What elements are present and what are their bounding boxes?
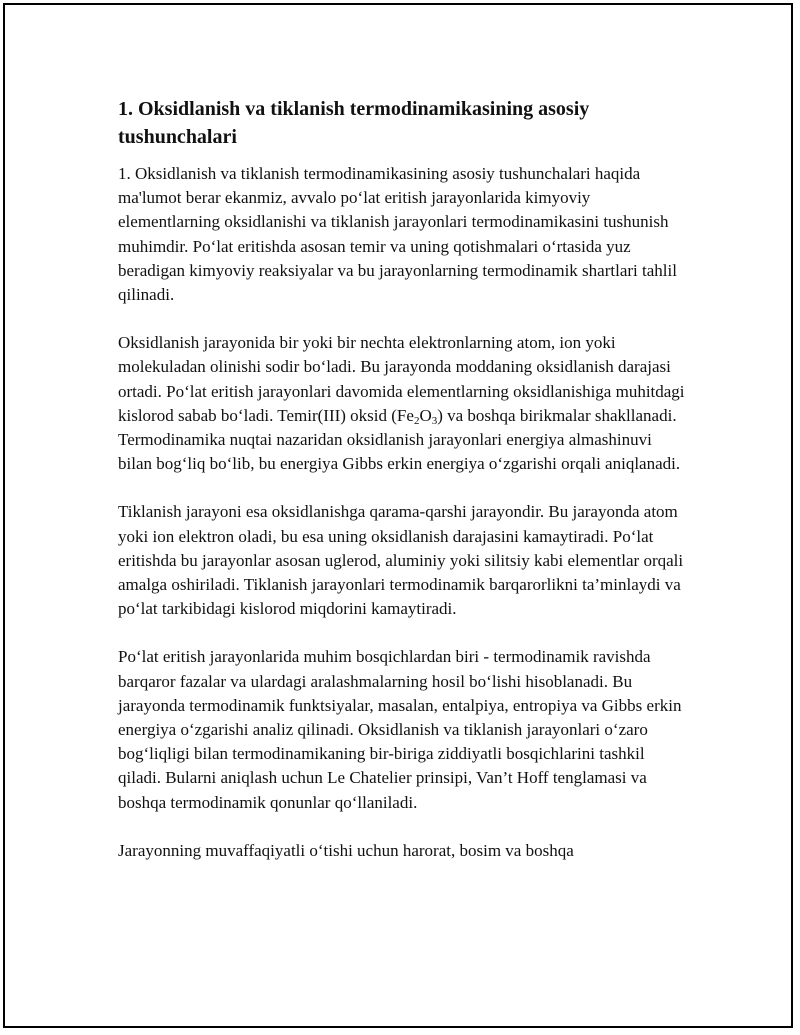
paragraph-intro: 1. Oksidlanish va tiklanish termodinamikasining asosiy tushunchalari haqida ma'lumot berar ekanmiz, avvalo po‘lat eritish jarayonlarida kimyoviy elementlarning oksidlanishi va tiklanish jarayonlari termodinamikasini tushunish muhimdir. Po‘lat eritishda asosan temir va uning qotishmalari o‘rtasida yuz beradigan kimyoviy reaksiyalar va bu jarayonlarning termodinamik shartlari tahlil qilinadi. — [118, 164, 677, 305]
oxidation-text-start: Oksidlanish jarayonida bir yoki bir nechta elektronlarning atom, ion yoki molekuladan olinishi sodir bo‘ladi. Bu jarayonda moddaning oksidlanish darajasi ortadi. Po‘lat eritish jarayonlari davomida elementlarning oksidlanishiga muhitdagi kislorod sabab bo‘ladi. Temir(III) oksid (Fe — [118, 333, 685, 425]
paragraph-reduction: Tiklanish jarayoni esa oksidlanishga qarama-qarshi jarayondir. Bu jarayonda atom yoki ion elektron oladi, bu esa uning oksidlanish darajasini kamaytiradi. Po‘lat eritishda bu jarayonlar asosan uglerod, aluminiy yoki silitsiy kabi elementlar orqali amalga oshiriladi. Tiklanish jarayonlari termodinamik barqarorlikni ta’minlaydi va po‘lat tarkibidagi kislorod miqdorini kamaytiradi. — [118, 502, 684, 619]
paragraph-oxidation — [118, 331, 688, 476]
section-heading: 1. Oksidlanish va tiklanish termodinamikasining asosiy tushunchalari — [118, 98, 590, 148]
subscript-3: 3 — [431, 414, 438, 427]
subscript-2: 2 — [413, 414, 420, 427]
paragraph-conditions: Jarayonning muvaffaqiyatli o‘tishi uchun harorat, bosim va boshqa — [118, 840, 574, 860]
oxidation-text-end: ) va boshqa birikmalar shakllanadi. Termodinamika nuqtai nazaridan oksidlanish jarayonlari energiya almashinuvi bilan bog‘liq bo‘lib, bu energiya Gibbs erkin energiya o‘zgarishi orqali aniqlanadi. — [118, 405, 681, 474]
oxygen-symbol: O — [419, 405, 432, 425]
paragraph-phases: Po‘lat eritish jarayonlarida muhim bosqichlardan biri - termodinamik ravishda barqaror fazalar va ulardagi aralashmalarning hosil bo‘lishi hisoblanadi. Bu jarayonda termodinamik funktsiyalar, masalan, entalpiya, entropiya va Gibbs erkin energiya o‘zgarishi analiz qilinadi. Oksidlanish va tiklanish jarayonlari o‘zaro bog‘liqligi bilan termodinamikaning bir-biriga ziddiyatli bosqichlarini tashkil qiladi. Bularni aniqlash uchun Le Chatelier prinsipi, Van’t Hoff tenglamasi va boshqa termodinamik qonunlar qo‘llaniladi. — [118, 647, 682, 812]
document-body — [118, 95, 688, 887]
